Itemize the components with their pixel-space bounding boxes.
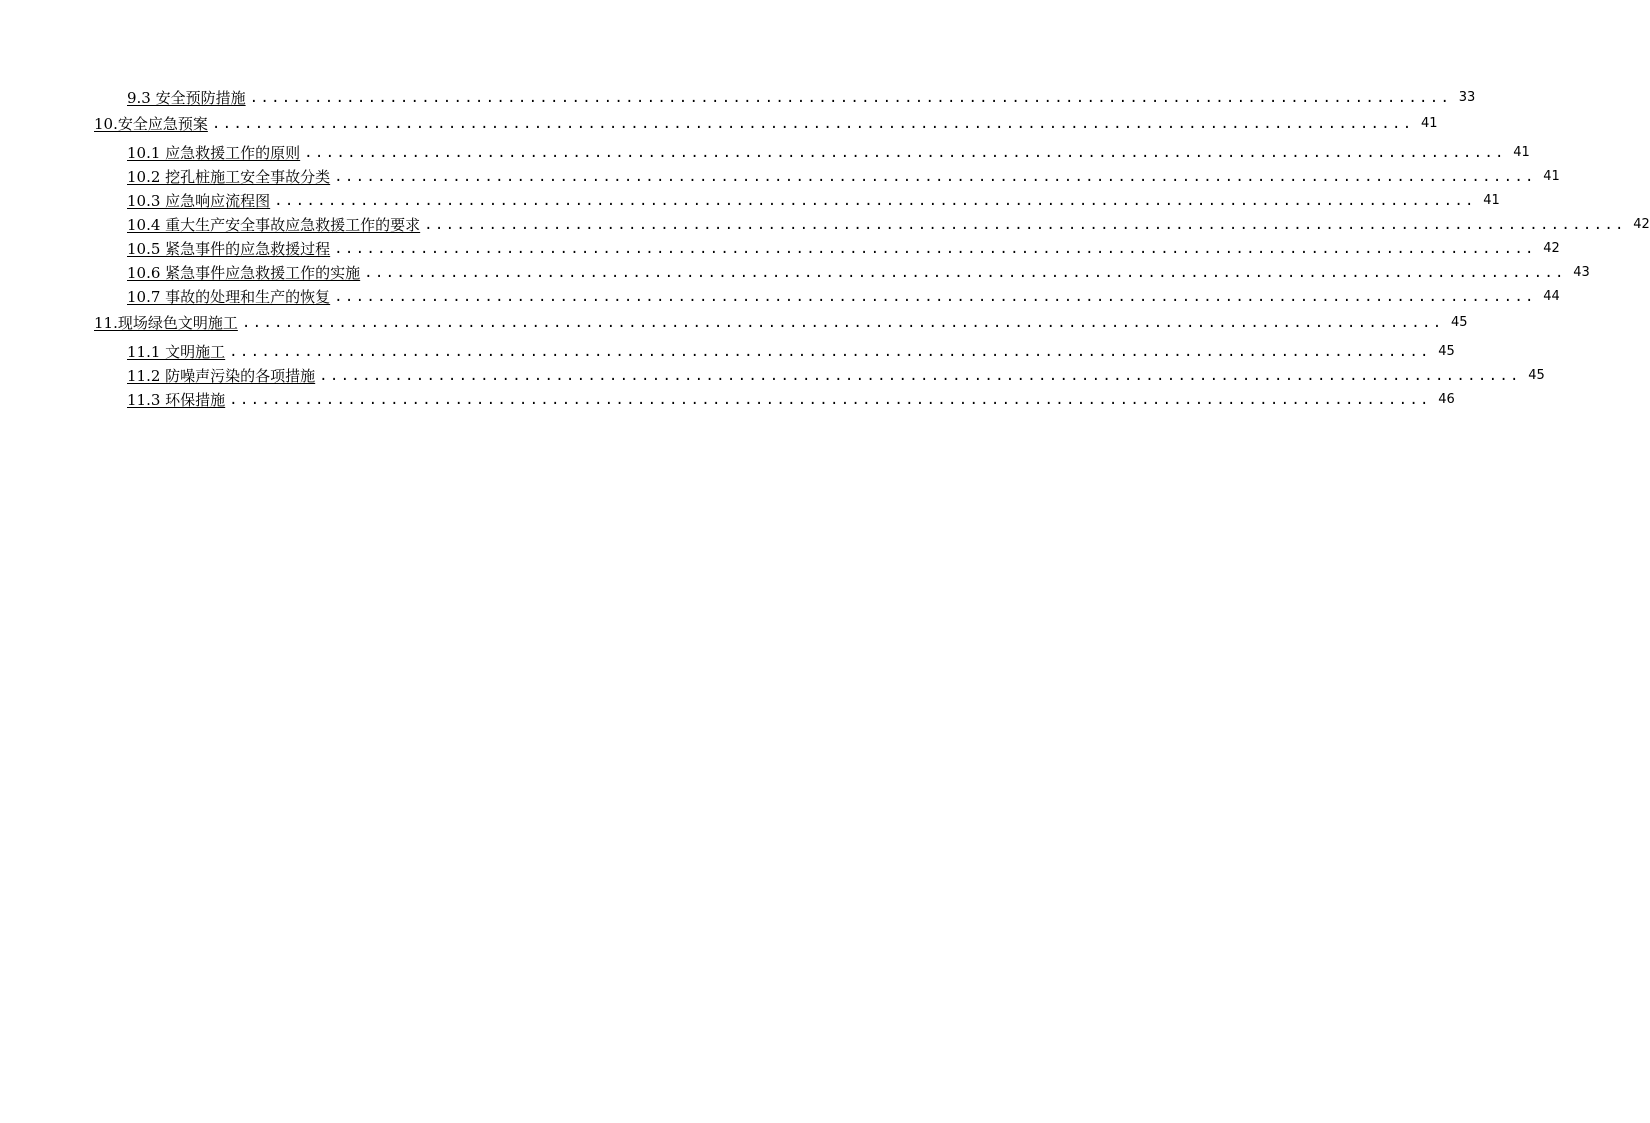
toc-page-number: 46	[1438, 392, 1455, 407]
toc-page-number: 42	[1543, 241, 1560, 256]
toc-entry-label[interactable]: 11.2 防噪声污染的各项措施	[127, 367, 316, 385]
toc-entry-10-1[interactable]	[127, 141, 1530, 163]
toc-page-number: 45	[1450, 315, 1468, 330]
toc-entry-label[interactable]: 10.2 挖孔桩施工安全事故分类	[127, 168, 331, 186]
toc-entry-10-6[interactable]	[127, 261, 1590, 283]
dot-leader: ................................................................................................................	[334, 289, 1536, 305]
toc-entry-label[interactable]: 10.5 紧急事件的应急救援过程	[127, 240, 331, 258]
toc-page-number: 45	[1438, 344, 1455, 359]
toc-page-number: 41	[1420, 116, 1438, 131]
toc-entry-11-2[interactable]	[127, 364, 1545, 386]
toc-entry-11[interactable]	[94, 311, 1468, 333]
toc-entry-label[interactable]: 10.4 重大生产安全事故应急救援工作的要求	[127, 216, 421, 234]
toc-page-number: 43	[1573, 265, 1590, 280]
dot-leader: ................................................................................................................	[424, 217, 1626, 233]
dot-leader: ................................................................................................................	[319, 368, 1521, 384]
toc-entry-10-7[interactable]	[127, 285, 1560, 307]
toc-page-number: 41	[1513, 145, 1530, 160]
toc-entry-11-3[interactable]	[127, 388, 1455, 410]
toc-entry-9-3[interactable]	[127, 86, 1476, 108]
dot-leader: ................................................................................................................	[304, 145, 1506, 161]
toc-entry-10-3[interactable]	[127, 189, 1500, 211]
toc-entry-11-1[interactable]	[127, 340, 1455, 362]
dot-leader: ................................................................................................................	[334, 241, 1536, 257]
toc-page-number: 41	[1483, 193, 1500, 208]
toc-entry-10[interactable]	[94, 112, 1438, 134]
dot-leader: ................................................................................................................	[229, 392, 1431, 408]
toc-entry-label[interactable]: 10.6 紧急事件应急救援工作的实施	[127, 264, 361, 282]
toc-page-number: 41	[1543, 169, 1560, 184]
toc-entry-label[interactable]: 10.安全应急预案	[94, 115, 208, 133]
toc-entry-label[interactable]: 11.现场绿色文明施工	[94, 314, 238, 332]
dot-leader: ................................................................................................................	[274, 193, 1476, 209]
dot-leader: ................................................................................................................	[241, 315, 1444, 331]
toc-entry-10-5[interactable]	[127, 237, 1560, 259]
toc-entry-label[interactable]: 9.3 安全预防措施	[127, 89, 246, 107]
toc-page-number: 33	[1458, 90, 1476, 105]
toc-page-number: 45	[1528, 368, 1545, 383]
toc-page-number: 42	[1633, 217, 1650, 232]
toc-entry-10-4[interactable]	[127, 213, 1650, 235]
dot-leader: ................................................................................................................	[229, 344, 1431, 360]
toc-entry-label[interactable]: 11.3 环保措施	[127, 391, 226, 409]
dot-leader: ................................................................................................................	[364, 265, 1566, 281]
toc-entry-label[interactable]: 11.1 文明施工	[127, 343, 226, 361]
toc-entry-10-2[interactable]	[127, 165, 1560, 187]
dot-leader: ................................................................................................................	[249, 90, 1452, 106]
toc-entry-label[interactable]: 10.1 应急救援工作的原则	[127, 144, 301, 162]
dot-leader: ................................................................................................................	[334, 169, 1536, 185]
toc-entry-label[interactable]: 10.3 应急响应流程图	[127, 192, 271, 210]
toc-page-number: 44	[1543, 289, 1560, 304]
toc-entry-label[interactable]: 10.7 事故的处理和生产的恢复	[127, 288, 331, 306]
dot-leader: ................................................................................................................	[211, 116, 1414, 132]
